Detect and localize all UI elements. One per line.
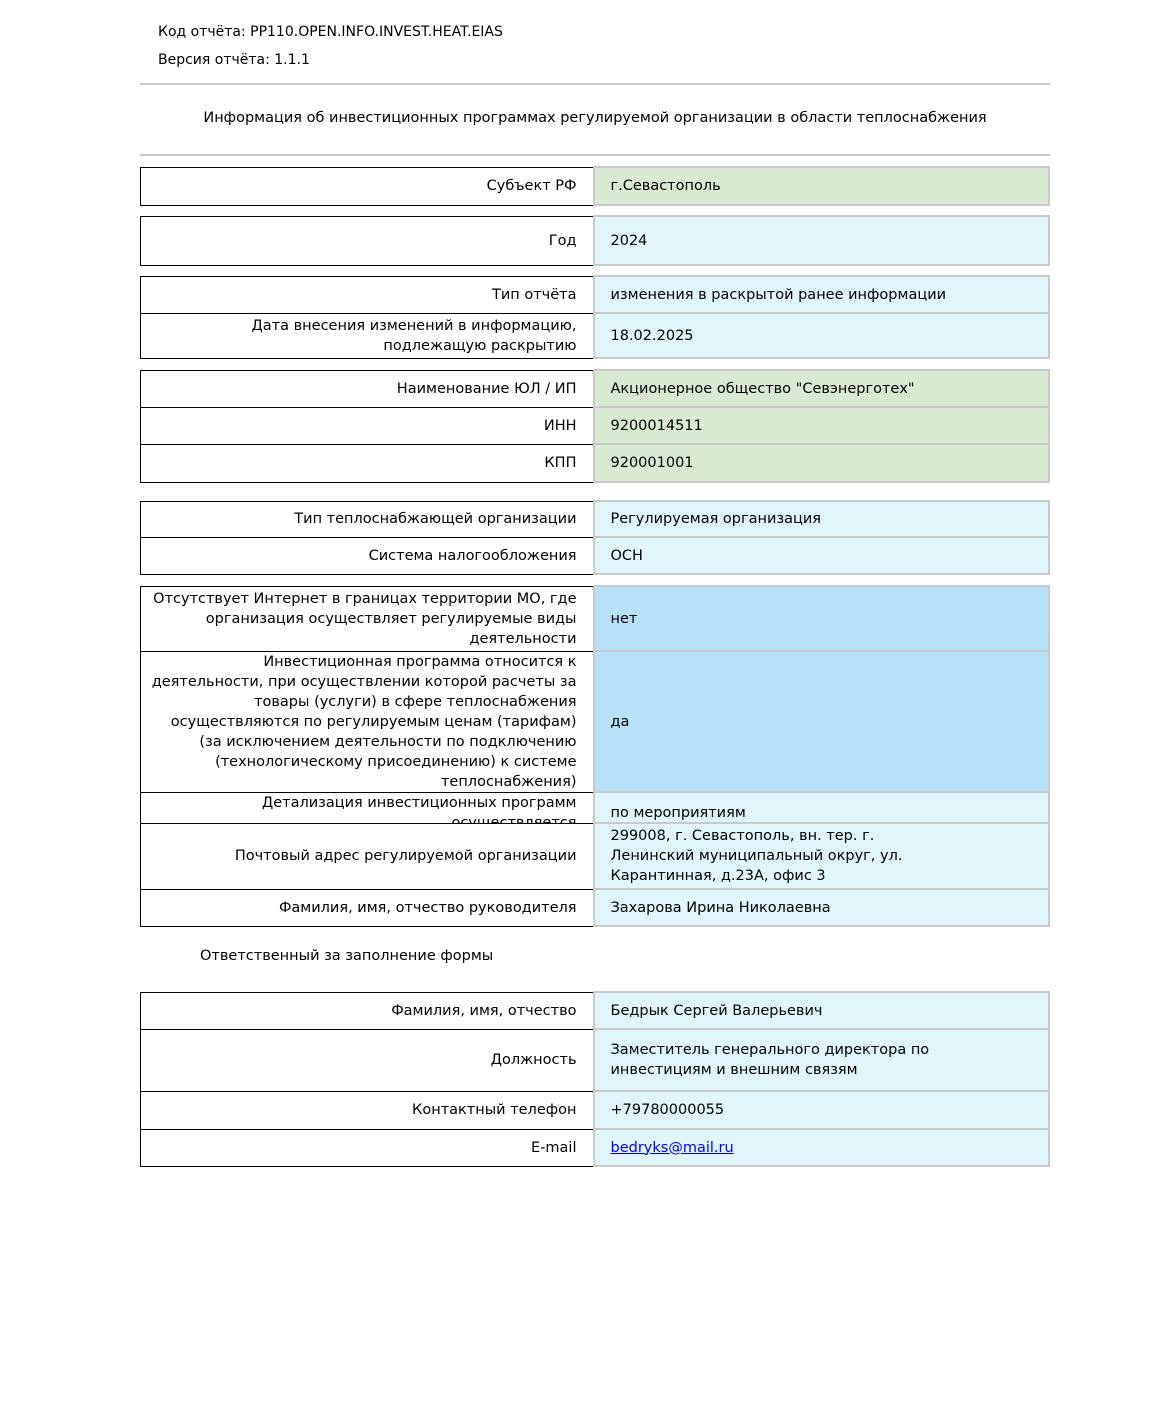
tax-system-value[interactable]: ОСН <box>594 537 1050 574</box>
director-value[interactable]: Захарова Ирина Николаевна <box>594 889 1050 926</box>
report-type-block <box>140 275 1050 359</box>
org-type-label: Тип теплоснабжающей организации <box>141 501 594 537</box>
activity-block <box>140 585 1050 834</box>
year-block <box>140 215 1050 266</box>
change-date-value[interactable]: 18.02.2025 <box>594 313 1050 358</box>
no-internet-label: Отсутствует Интернет в границах территории МО, где организация осуществляет регулируемые виды деятельности <box>141 586 594 651</box>
regulated-activity-label: Инвестиционная программа относится к деятельности, при осуществлении которой расчеты за товары (услуги) в сфере теплоснабжения осуществляются по регулируемым ценам (тарифам) (за исключением деятельности по подключению (технологическому присоединению) к системе теплоснабжения) <box>141 651 594 792</box>
org-type-value[interactable]: Регулируемая организация <box>594 501 1050 537</box>
resp-email-label: E-mail <box>141 1129 594 1166</box>
organization-block <box>140 369 1050 483</box>
regulated-activity-value[interactable]: да <box>594 651 1050 792</box>
report-code: Код отчёта: PP110.OPEN.INFO.INVEST.HEAT.EIAS <box>158 24 503 40</box>
region-block <box>140 166 1050 206</box>
detailing-label: Детализация инвестиционных программ <box>141 792 594 833</box>
resp-name-value[interactable]: Бедрык Сергей Валерьевич <box>594 992 1050 1029</box>
address-block <box>140 822 1050 927</box>
detailing-value[interactable]: по мероприятиям <box>594 792 1050 833</box>
region-label: Субъект РФ <box>141 167 594 205</box>
org-name-label: Наименование ЮЛ / ИП <box>141 370 594 407</box>
change-date-label: Дата внесения изменений в информацию, подлежащую раскрытию <box>141 313 594 358</box>
resp-name-label: Фамилия, имя, отчество <box>141 992 594 1029</box>
page-title: Информация об инвестиционных программах регулируемой организации в области теплоснабжения <box>203 110 987 126</box>
no-internet-value[interactable]: нет <box>594 586 1050 651</box>
report-type-label: Тип отчёта <box>141 276 594 313</box>
resp-position-value[interactable]: Заместитель генерального директора по инвестициям и внешним связям <box>594 1029 1050 1091</box>
resp-phone-value[interactable]: +79780000055 <box>594 1091 1050 1129</box>
postal-address-value[interactable]: 299008, г. Севастополь, вн. тер. г. Ленинский муниципальный округ, ул. Карантинная, д.23А, офис 3 <box>594 823 1050 889</box>
resp-email-cell <box>594 1129 1050 1166</box>
region-value[interactable]: г.Севастополь <box>594 167 1050 205</box>
resp-position-label: Должность <box>141 1029 594 1091</box>
divider <box>140 154 1050 156</box>
report-type-value[interactable]: изменения в раскрытой ранее информации <box>594 276 1050 313</box>
email-link[interactable]: bedryks@mail.ru <box>610 1139 734 1156</box>
tax-system-label: Система налогообложения <box>141 537 594 574</box>
inn-value[interactable]: 9200014511 <box>594 407 1050 444</box>
kpp-label: КПП <box>141 444 594 482</box>
postal-address-label: Почтовый адрес регулируемой организации <box>141 823 594 889</box>
resp-phone-label: Контактный телефон <box>141 1091 594 1129</box>
report-version: Версия отчёта: 1.1.1 <box>158 52 310 68</box>
divider <box>140 83 1050 85</box>
org-name-value[interactable]: Акционерное общество "Севэнерготех" <box>594 370 1050 407</box>
responsible-block <box>140 991 1050 1167</box>
responsible-heading: Ответственный за заполнение формы <box>200 948 494 964</box>
inn-label: ИНН <box>141 407 594 444</box>
year-value[interactable]: 2024 <box>594 216 1050 265</box>
director-label: Фамилия, имя, отчество руководителя <box>141 889 594 926</box>
year-label: Год <box>141 216 594 265</box>
kpp-value[interactable]: 920001001 <box>594 444 1050 482</box>
org-type-block <box>140 500 1050 575</box>
